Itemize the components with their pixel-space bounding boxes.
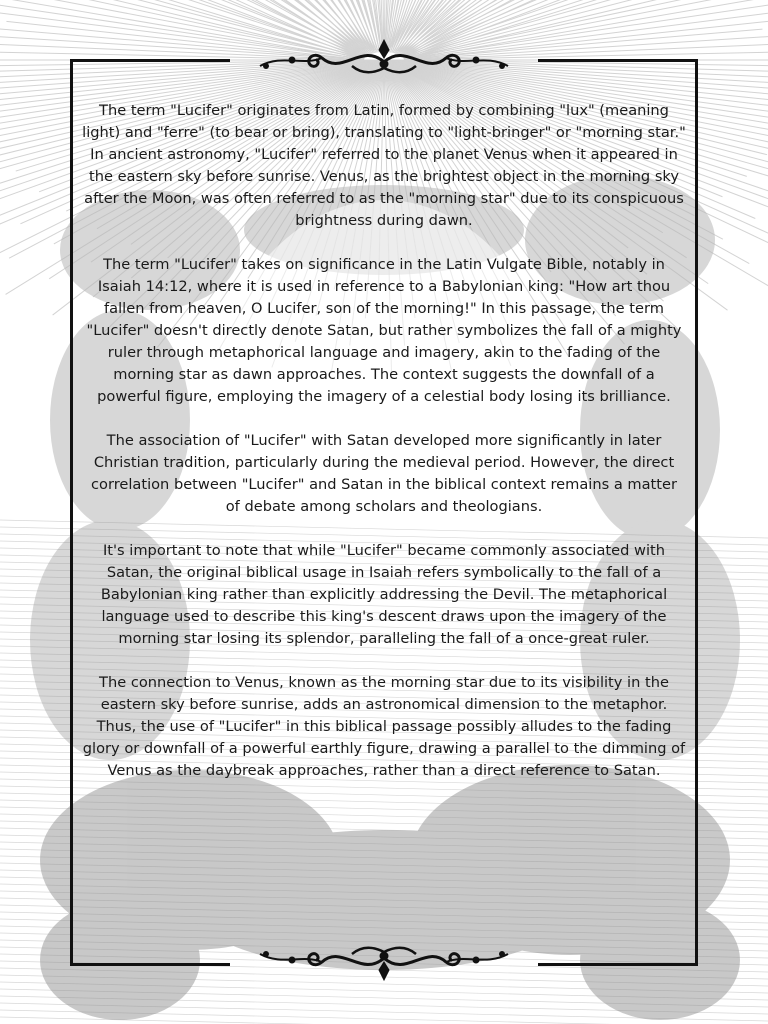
paragraph-3: The association of "Lucifer" with Satan developed more significantly in later Christian tradition, particularly during the medieval period. However, the direct correlation between "Lucifer" and Satan in the biblical context remains a matter of debate among scholars and theologians. [91, 432, 677, 515]
frame-left-rule [70, 59, 73, 966]
paragraph-5: The connection to Venus, known as the morning star due to its visibility in the eastern sky before sunrise, adds an astronomical dimension to the metaphor. Thus, the use of "Lucifer" in this biblical passage possibly alludes to the fading glory or downfall of a powerful earthly figure, drawing a parallel to the dimming of Venus as the daybreak approaches, rather than a direct reference to Satan. [82, 674, 686, 779]
frame-top-right-rule [538, 59, 698, 62]
article-body [82, 100, 686, 804]
frame-right-rule [695, 59, 698, 966]
bottom-flourish-ornament [252, 940, 516, 984]
frame-bottom-right-rule [538, 963, 698, 966]
frame-bottom-left-rule [70, 963, 230, 966]
frame-top-left-rule [70, 59, 230, 62]
paragraph-4: It's important to note that while "Lucifer" became commonly associated with Satan, the original biblical usage in Isaiah refers symbolically to the fall of a Babylonian king rather than explicitly addressing the Devil. The metaphorical language used to describe this king's descent draws upon the imagery of the morning star losing its splendor, paralleling the fall of a once-great ruler. [100, 542, 668, 647]
paragraph-2: The term "Lucifer" takes on significance in the Latin Vulgate Bible, notably in Isaiah 14:12, where it is used in reference to a Babylonian king: "How art thou fallen from heaven, O Lucifer, son of the morning!" In this passage, the term "Lucifer" doesn't directly denote Satan, but rather symbolizes the fall of a mighty ruler through metaphorical language and imagery, akin to the fading of the morning star as dawn approaches. The context suggests the downfall of a powerful figure, employing the imagery of a celestial body losing its brilliance. [86, 256, 682, 405]
top-flourish-ornament [252, 36, 516, 80]
paragraph-1: The term "Lucifer" originates from Latin, formed by combining "lux" (meaning light) and "ferre" (to bear or bring), translating to "light-bringer" or "morning star." In ancient astronomy, "Lucifer" referred to the planet Venus when it appeared in the eastern sky before sunrise. Venus, as the brightest object in the morning sky after the Moon, was often referred to as the "morning star" due to its conspicuous brightness during dawn. [82, 102, 686, 229]
